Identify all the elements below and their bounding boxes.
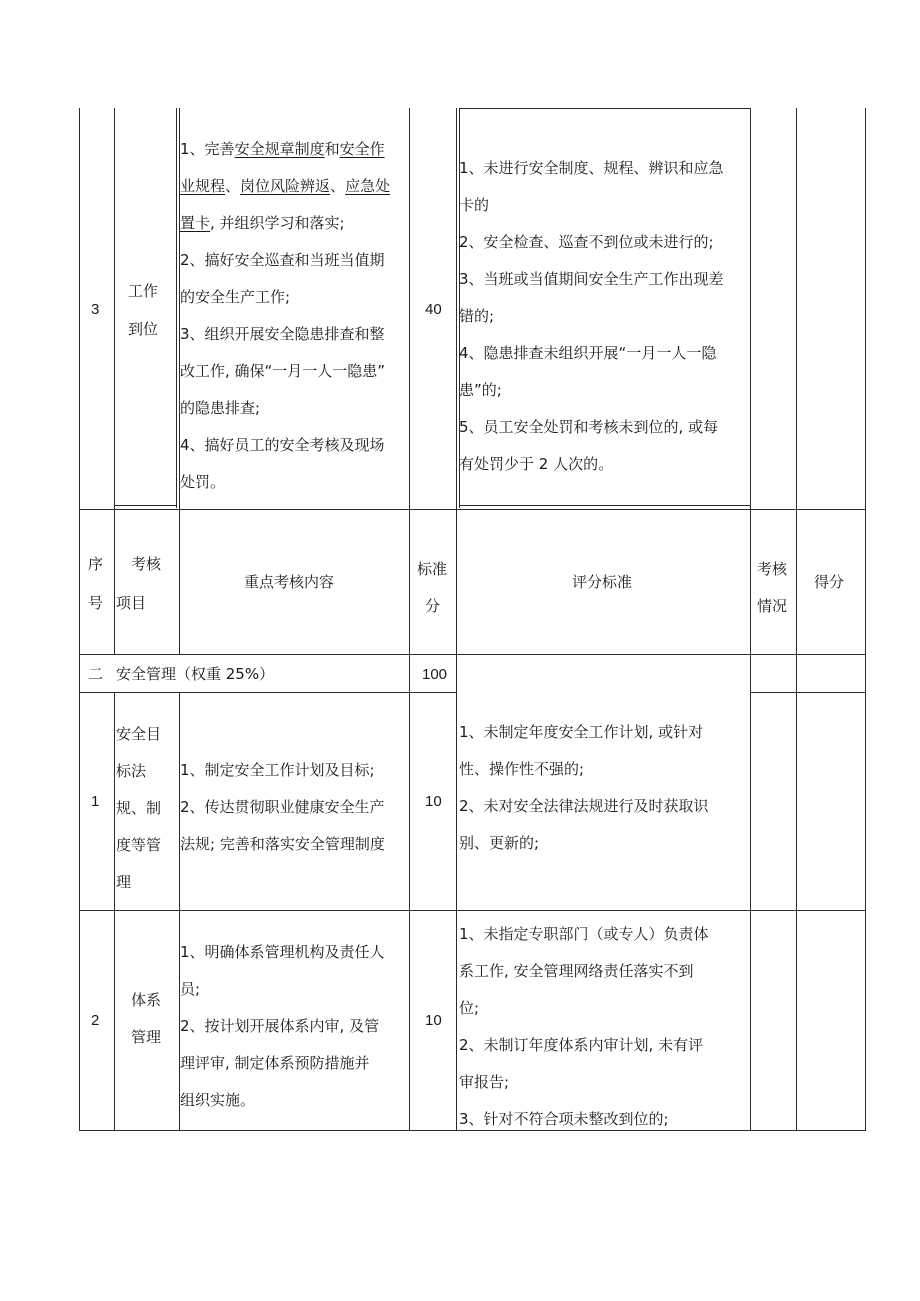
row1-item-line1: 安全目 bbox=[116, 725, 162, 743]
header-content: 重点考核内容 bbox=[244, 573, 335, 591]
row1-content-line3: 法规; 完善和落实安全管理制度 bbox=[180, 835, 385, 853]
row2-criteria-line6: 3、针对不符合项未整改到位的; bbox=[459, 1110, 669, 1128]
row3-criteria-line9: 有处罚少于 2 人次的。 bbox=[459, 455, 614, 473]
row1-item-line4: 度等管 bbox=[116, 836, 162, 854]
row3-item-line1: 工作 bbox=[128, 282, 159, 300]
row2-no: 2 bbox=[91, 1012, 100, 1029]
row1-criteria bbox=[459, 714, 709, 862]
section2-title: 安全管理（权重 25%） bbox=[116, 665, 275, 683]
header-score-line2: 分 bbox=[425, 597, 441, 615]
row2-criteria-line2: 系工作, 安全管理网络责任落实不到 bbox=[459, 962, 694, 980]
row2-content bbox=[180, 934, 385, 1119]
row2-score: 10 bbox=[425, 1012, 442, 1029]
row3-content-line6: 3、组织开展安全隐患排查和整 bbox=[180, 325, 385, 343]
header-score-line1: 标准 bbox=[417, 560, 448, 578]
header-item-line1: 考核 bbox=[131, 555, 162, 573]
row3-criteria-line2: 卡的 bbox=[459, 196, 490, 214]
row2-content-line2: 员; bbox=[180, 980, 201, 998]
header-criteria: 评分标准 bbox=[572, 573, 633, 591]
row3-content bbox=[180, 131, 390, 501]
row3-criteria-line5: 错的; bbox=[459, 307, 495, 325]
header-item-line2: 项目 bbox=[116, 594, 147, 612]
row1-score: 10 bbox=[425, 793, 442, 810]
row1-item bbox=[116, 716, 161, 901]
row2-criteria-line3: 位; bbox=[459, 999, 480, 1017]
row3-content-line4: 2、搞好安全巡查和当班当值期 bbox=[180, 251, 385, 269]
row3-criteria-line6: 4、隐患排查未组织开展“一月一人一隐 bbox=[459, 344, 717, 362]
row3-content-line3: 置卡, 并组织学习和落实; bbox=[180, 214, 345, 232]
header-points: 得分 bbox=[814, 573, 845, 591]
row2-criteria-line4: 2、未制订年度体系内审计划, 未有评 bbox=[459, 1036, 704, 1054]
row3-criteria-line8: 5、员工安全处罚和考核未到位的, 或每 bbox=[459, 418, 719, 436]
row1-criteria-line1: 1、未制定年度安全工作计划, 或针对 bbox=[459, 723, 704, 741]
row1-criteria-line4: 别、更新的; bbox=[459, 834, 540, 852]
section2-no: 二 bbox=[88, 665, 104, 683]
row2-criteria bbox=[459, 916, 709, 1138]
row3-content-line1: 1、完善安全规章制度和安全作 bbox=[180, 140, 385, 158]
row2-item-line1: 体系 bbox=[131, 991, 162, 1009]
row1-no: 1 bbox=[91, 793, 100, 810]
row2-criteria-line5: 审报告; bbox=[459, 1073, 510, 1091]
row3-criteria-line1: 1、未进行安全制度、规程、辨识和应急 bbox=[459, 159, 724, 177]
row1-criteria-line2: 性、操作性不强的; bbox=[459, 760, 585, 778]
row3-content-line7: 改工作, 确保“一月一人一隐患” bbox=[180, 362, 386, 380]
row2-content-line5: 组织实施。 bbox=[180, 1091, 256, 1109]
row1-content-line2: 2、传达贯彻职业健康安全生产 bbox=[180, 798, 385, 816]
header-no-line1: 序 bbox=[88, 555, 104, 573]
row3-item-line2: 到位 bbox=[128, 320, 159, 338]
row2-content-line1: 1、明确体系管理机构及责任人 bbox=[180, 943, 385, 961]
row1-content-line1: 1、制定安全工作计划及目标; bbox=[180, 761, 375, 779]
row3-content-line9: 4、搞好员工的安全考核及现场 bbox=[180, 436, 385, 454]
row1-item-line5: 理 bbox=[116, 873, 132, 891]
header-no-line2: 号 bbox=[88, 594, 104, 612]
row3-criteria-line4: 3、当班或当值期间安全生产工作出现差 bbox=[459, 270, 724, 288]
row3-content-line10: 处罚。 bbox=[180, 473, 226, 491]
row3-content-line8: 的隐患排查; bbox=[180, 399, 261, 417]
row3-content-line5: 的安全生产工作; bbox=[180, 288, 291, 306]
row1-criteria-line3: 2、未对安全法律法规进行及时获取识 bbox=[459, 797, 709, 815]
row3-criteria-line3: 2、安全检查、巡查不到位或未进行的; bbox=[459, 233, 714, 251]
row2-item-line2: 管理 bbox=[131, 1028, 162, 1046]
row1-content bbox=[180, 752, 385, 863]
header-status-line1: 考核 bbox=[757, 560, 788, 578]
row3-criteria-line7: 患”的; bbox=[459, 381, 502, 399]
row1-item-line3: 规、制 bbox=[116, 799, 162, 817]
row3-score: 40 bbox=[425, 301, 442, 318]
row2-criteria-line1: 1、未指定专职部门（或专人）负责体 bbox=[459, 925, 709, 943]
row3-no: 3 bbox=[91, 301, 100, 318]
row3-content-line2: 业规程、岗位风险辨返、应急处 bbox=[180, 177, 391, 195]
header-status-line2: 情况 bbox=[757, 597, 788, 615]
row1-item-line2: 标法 bbox=[116, 762, 147, 780]
row3-criteria bbox=[459, 150, 724, 483]
row2-content-line4: 理评审, 制定体系预防措施并 bbox=[180, 1054, 370, 1072]
row2-content-line3: 2、按计划开展体系内审, 及管 bbox=[180, 1017, 380, 1035]
section2-score: 100 bbox=[422, 666, 448, 683]
